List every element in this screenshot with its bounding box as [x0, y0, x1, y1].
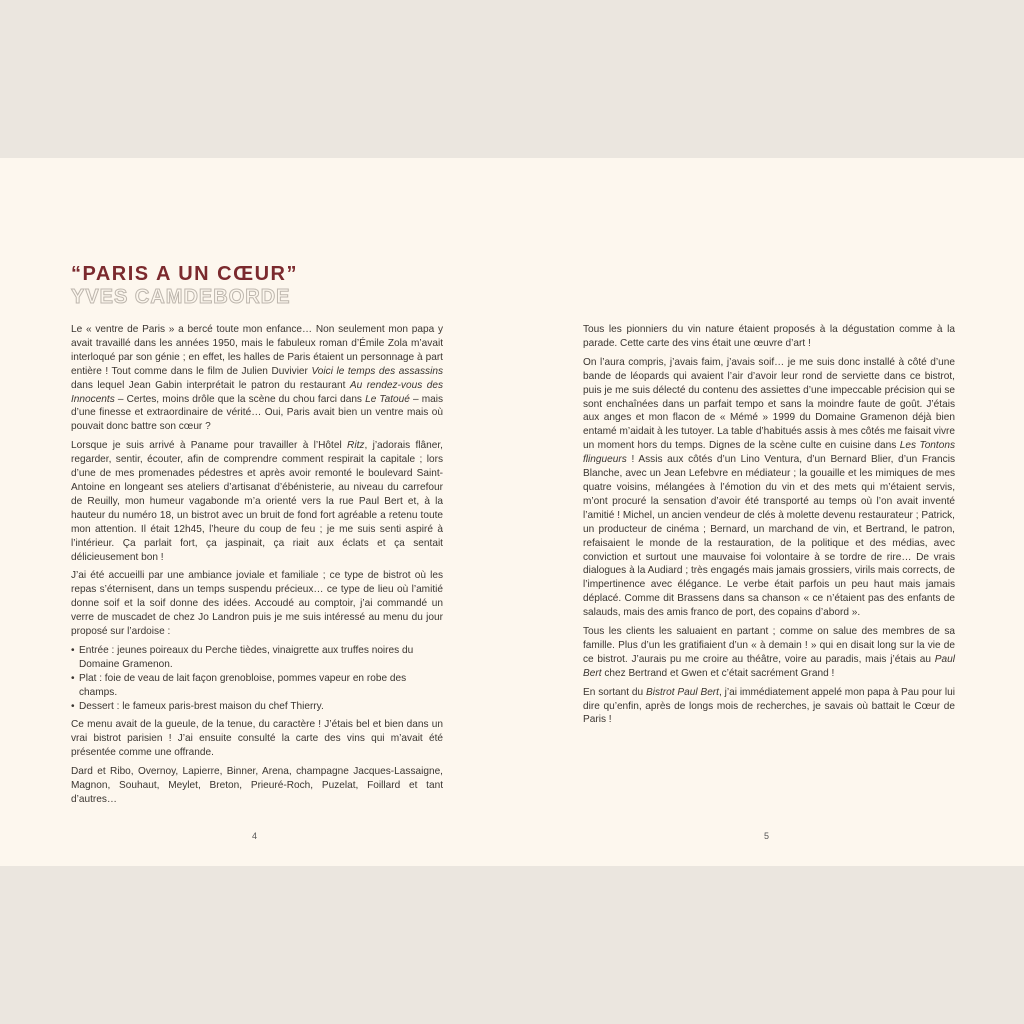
bullet-icon: •: [71, 700, 75, 712]
text-run: – mais d’une finesse et extraordinaire de vérité… Oui, Paris avait bien un ventre mais où pouvait donc battre son cœur ?: [71, 393, 444, 433]
text-run: , j’ai immédiatement appelé mon papa à Pau pour lui dire qu’enfin, après de longs mois de recherches, je savais où battait le Cœur de Paris !: [583, 686, 955, 726]
paragraph: [583, 686, 955, 728]
paragraph: [71, 569, 443, 639]
right-page-text: [583, 323, 955, 732]
text-run: Ce menu avait de la gueule, de la tenue, du caractère ! J’étais bel et bien dans un vrai bistrot parisien ! J’ai ensuite consulté la carte des vins qui m’avait été présentée comme une offrande.: [71, 719, 443, 759]
italic-title: Les Tontons flingueurs: [583, 440, 956, 466]
menu-item: • Plat : foie de veau de lait façon grenobloise, pommes vapeur en robe des champs.: [71, 672, 407, 698]
italic-title: Voici le temps des assassins: [311, 365, 444, 377]
paragraph: [71, 323, 443, 434]
paragraph: [71, 718, 443, 760]
menu-item: • Entrée : jeunes poireaux du Perche tièdes, vinaigrette aux truffes noires du Domaine Gramenon.: [71, 644, 414, 670]
paragraph: [583, 356, 955, 620]
text-run: Tous les clients les saluaient en partant ; comme on salue des membres de sa famille. Plus d’un les gratifiaient d’un « à demain ! » qui en disait long sur la vie de ce bistrot. J’aurais pu me croire au théâtre, voire au paradis, mais j’étais au: [583, 626, 955, 665]
page-number-right: 5: [764, 831, 770, 841]
text-run: J’ai été accueilli par une ambiance joviale et familiale ; ce type de bistrot où les repas s’éternisent, dans un temps suspendu précieux… ce type de lieu où l’amitié donne soif et la soif donne des idées. Accoudé au comptoir, j’ai commandé un verre de muscadet de chez Jo Landron puis je me suis intéressé au menu du jour proposé sur l’ardoise :: [71, 570, 443, 638]
text-run: Lorsque je suis arrivé à Paname pour travailler à l’Hôtel: [71, 440, 348, 452]
text-run: ! Assis aux côtés d’un Lino Ventura, d’un Bernard Blier, d’un Francis Blanche, avec un Jean Lefebvre en médiateur ; la gouaille et les mimiques de mes quatre voisins, mélangées à l’émotion du vin et des mets qui m’étaient servis, m’ont procuré la sensation d’avoir été transporté au temps où l’on avait inventé l’amitié ! Michel, un ancien vendeur de clés à molette devenu restaurateur ; Patrick, un producteur de cinéma ; Bernard, un marchand de vin, et Bertrand, le patron, refaisaient le monde de la restauration, de la politique et des médias, avec conviction et surtout une mauvaise foi volontaire à se tordre de rire… De vrais dialogues à la Audiard ; très engagés mais jamais grossiers, virils mais corrects, de l’impertinence avec élégance. Le verbe était parfois un peu haut mais jamais déplacé. Comme dit Brassens dans sa chanson « ce n’étaient pas des enfants de salauds, mais des amis franco de port, des copains d’abord ».: [583, 454, 955, 619]
book-spread: [0, 158, 1024, 866]
italic-title: Le Tatoué: [365, 393, 410, 405]
text-run: – Certes, moins drôle que la scène du chou farci dans: [114, 393, 366, 405]
italic-title: Paul Bert: [583, 653, 955, 679]
italic-title: Au rendez-vous des Innocents: [71, 379, 443, 405]
chapter-title: “PARIS A UN CŒUR”: [71, 263, 298, 285]
left-page-text: [71, 323, 443, 812]
paragraph: [71, 439, 443, 564]
italic-title: Ritz: [347, 440, 365, 452]
italic-title: Bistrot Paul Bert: [645, 686, 719, 698]
bullet-icon: •: [71, 644, 75, 656]
text-run: On l’aura compris, j’avais faim, j’avais soif… je me suis donc installé à côté d’une bande de léopards qui avaient l’air d’avoir leur rond de serviette dans ce bistrot, puis je me suis délecté du contenu des assiettes d’une impeccable précision qui se sont enchaînées dans un parfait tempo et sans la moindre faute de goût. J’étais aux anges et mon flacon de « Mémé » 1999 du Domaine Gramenon déjà bien entamé m’aidait à les tutoyer. La table d’habitués assis à mes côtés me faisait vivre un moment hors du temps. Dignes de la scène culte en cuisine dans: [583, 356, 955, 452]
text-run: Le « ventre de Paris » a bercé toute mon enfance… Non seulement mon papa y avait travaillé dans les années 1950, mais le fabuleux roman d’Émile Zola m’avait interloqué par son génie ; en effet, les halles de Paris étaient un personnage à part entière ! Tout comme dans le film de Julien Duvivier: [71, 324, 443, 377]
text-run: Dard et Ribo, Overnoy, Lapierre, Binner, Arena, champagne Jacques-Lassaigne, Magnon, Souhaut, Meylet, Breton, Prieuré-Roch, Puzelat, Foillard et tant d’autres…: [71, 766, 443, 805]
paragraph: [583, 625, 955, 681]
menu-item: • Dessert : le fameux paris-brest maison du chef Thierry.: [71, 700, 324, 712]
bullet-icon: •: [71, 672, 75, 684]
text-run: dans lequel Jean Gabin interprétait le patron du restaurant: [71, 379, 350, 391]
paragraph: [71, 765, 443, 807]
menu-list: [71, 644, 443, 714]
text-run: , j’adorais flâner, regarder, sentir, écouter, afin de comprendre comment respirait la capitale ; lors d’une de mes promenades pédestres et après avoir remonté le boulevard Saint-Antoine en longeant ses ateliers d’artisanat d’ébénisterie, au niveau du carrefour de Reuilly, mon humeur vagabonde m’a orienté vers la rue Paul Bert et, à la hauteur du numéro 18, un bistrot avec un bruit de fond fort agréable a retenu toute mon attention. Il était 12h45, l’heure du coup de feu ; je me suis senti aspiré à l’intérieur. Ça parlait fort, ça jaspinait, ça riait aux éclats et ça sentait délicieusement bon !: [71, 440, 443, 563]
text-run: Tous les pionniers du vin nature étaient proposés à la dégustation comme à la parade. Cette carte des vins était une œuvre d’art !: [583, 324, 955, 349]
paragraph: [583, 323, 955, 351]
text-run: chez Bertrand et Gwen et c’était sacrément Grand !: [601, 667, 835, 679]
text-run: En sortant du: [583, 686, 646, 698]
chapter-author: YVES CAMDEBORDE: [71, 286, 291, 308]
page-number-left: 4: [252, 831, 258, 841]
